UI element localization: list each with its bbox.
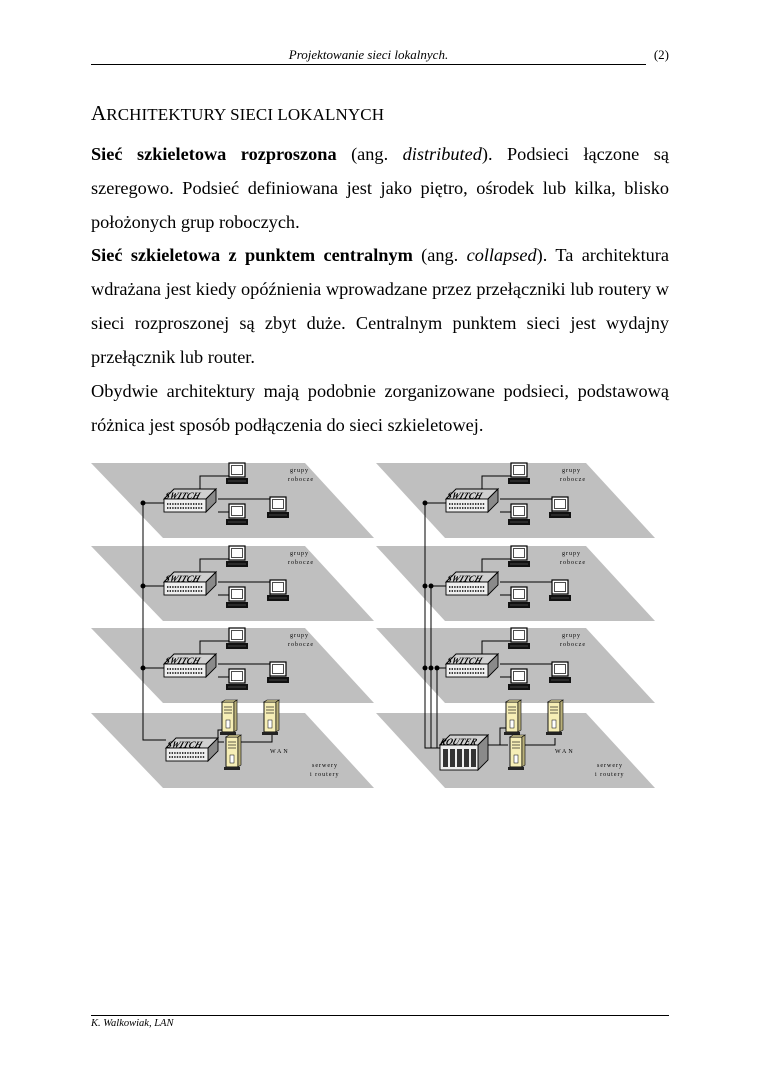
architecture-diagram [88,455,668,795]
switch-label: SWITCH [444,656,484,667]
switch-label: SWITCH [164,740,204,751]
paragraph-comparison: Obydwie architektury mają podobnie zorganizowane podsieci, podstawową różnica jest sposób podłączenia do sieci szkieletowej. [91,381,669,435]
workgroups-label: grupy [290,633,309,639]
term-collapsed: Sieć szkieletowa z punktem centralnym [91,245,413,265]
page-header [91,46,669,66]
switch-label: SWITCH [162,656,202,667]
workgroups-label: robocze [288,560,314,566]
router-label: ROUTER [438,737,479,748]
collapsed-architecture [376,463,655,788]
section-title [91,101,384,126]
switch-label: SWITCH [444,491,484,502]
section-title-cap: A [91,101,107,125]
workgroups-label: robocze [288,642,314,648]
footer-rule [91,1015,669,1016]
workgroups-label: robocze [560,560,586,566]
workgroups-label: grupy [290,551,309,557]
term-distributed: Sieć szkieletowa rozproszona [91,144,337,164]
switch-label: SWITCH [162,491,202,502]
workgroups-label: robocze [288,477,314,483]
section-title-rest: RCHITEKTURY SIECI LOKALNYCH [106,105,385,124]
paragraph-collapsed: Sieć szkieletowa z punktem centralnym (ang. collapsed). Ta architektura wdrażana jest kiedy opóźnienia wprowadzane przez przełączniki lub routery w sieci rozproszonej są zbyt duże. Centralnym punktem sieci jest wydajny przełącznik lub router. [91,245,669,367]
backbone-link [425,503,446,748]
page-number: (2) [653,47,669,62]
servers-label: i routery [595,772,625,778]
workgroups-label: robocze [560,477,586,483]
workgroups-label: robocze [560,642,586,648]
workgroups-label: grupy [562,633,581,639]
servers-label: i routery [310,772,340,778]
wan-label: WAN [270,749,290,755]
header-rule [91,64,646,65]
workgroups-label: grupy [562,468,581,474]
term-collapsed-en: collapsed [466,245,537,265]
wan-label: WAN [555,749,575,755]
term-distributed-en: distributed [402,144,482,164]
header-title: Projektowanie sieci lokalnych. [288,47,449,62]
switch-label: SWITCH [162,574,202,585]
floor-plane [91,455,463,463]
servers-label: serwery [597,763,623,769]
workgroups-label: grupy [290,468,309,474]
page-footer: K. Walkowiak, LAN [91,1018,174,1029]
paragraph-distributed: Sieć szkieletowa rozproszona (ang. distributed). Podsieci łączone są szeregowo. Podsieć definiowana jest jako piętro, ośrodek lub kilka, blisko położonych grup roboczych. [91,144,669,232]
switch-label: SWITCH [444,574,484,585]
workgroups-label: grupy [562,551,581,557]
servers-label: serwery [312,763,338,769]
